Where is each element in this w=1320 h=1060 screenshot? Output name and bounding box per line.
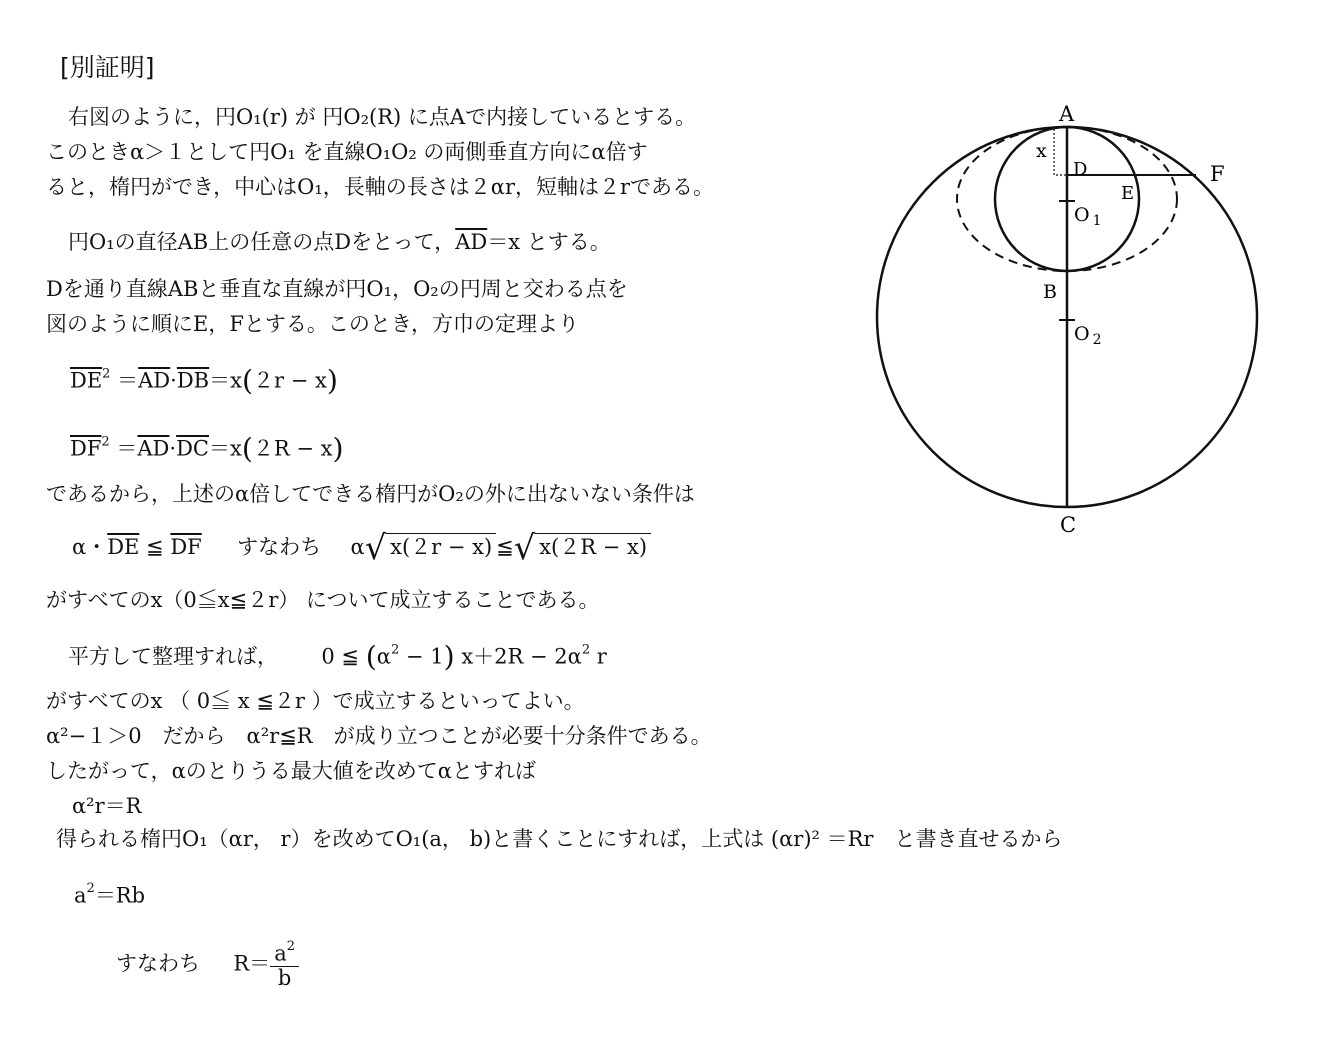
- denominator: b: [277, 965, 292, 990]
- inner-expr: ２R − x: [252, 436, 333, 461]
- dot: ·: [169, 436, 177, 461]
- label-d: D: [1073, 159, 1088, 180]
- squared-line: 平方して整理すれば， 0 ≦ $(\alpha^2 - 1) x+2R - 2\alpha^2$ r: [68, 640, 607, 673]
- a: a: [74, 883, 87, 908]
- numerator: a: [274, 941, 287, 966]
- final-equation: [116, 940, 299, 990]
- label-a: A: [1059, 102, 1075, 126]
- leq-sign: ≦: [146, 534, 164, 559]
- label-o1-sub: 1: [1092, 213, 1102, 229]
- rest2: r: [596, 644, 607, 669]
- sqrt-2-body: x(２R − x): [535, 533, 651, 559]
- line-rewrite: 得られる楕円O₁（αr， r）を改めてO₁(a， b)と書くことにすれば，上式は (αr)² ＝Rr と書き直せるから: [56, 827, 1063, 851]
- square-exponent: 2: [101, 434, 110, 450]
- alpha: α: [376, 644, 391, 669]
- segment-ad: $\overline{AD}$: [138, 368, 171, 393]
- segment-ad: $\overline{AD}$: [137, 436, 170, 461]
- label-b: B: [1043, 281, 1057, 303]
- para2-line1: [68, 231, 611, 254]
- sq: 2: [390, 642, 400, 658]
- line-all-x: がすべてのx（0≦x≦２r） について成立することである。: [46, 588, 600, 612]
- rhs: ＝x: [209, 436, 242, 461]
- rest1: x＋2R − 2α: [461, 644, 582, 669]
- rest: ＝Rb: [94, 883, 146, 908]
- sunawachi-text: すなわち: [237, 534, 322, 559]
- line-all-x-2: がすべてのx （ 0≦ x ≦２r ）で成立するといってよい。: [46, 689, 585, 713]
- para2-prefix: 円O₁の直径AB上の任意の点Dをとって，: [68, 230, 456, 254]
- line-condition: α²−１＞0 だから α²r≦R が成り立つことが必要十分条件である。: [46, 724, 712, 748]
- segment-db: $\overline{DB}$: [176, 368, 210, 393]
- segment-ad: $\overline{AD}$: [455, 230, 488, 254]
- minus-one: − 1: [405, 644, 444, 669]
- segment-de: $\overline{DE}$: [107, 534, 140, 559]
- sqrt-2: √ x(２R − x): [514, 530, 651, 567]
- equals-sign: ＝: [117, 368, 139, 393]
- dot: ·: [170, 368, 177, 393]
- inequality: [72, 530, 651, 567]
- eq-ab: [74, 882, 145, 908]
- label-x: x: [1036, 140, 1047, 162]
- sq: 2: [86, 881, 95, 896]
- para2-suffix: ＝x とする。: [487, 230, 611, 254]
- label-c: C: [1060, 513, 1077, 537]
- equals-sign: ＝: [116, 436, 138, 461]
- para1-line2: このときα＞１として円O₁ を直線O₁O₂ の両側垂直方向にα倍す: [46, 140, 648, 164]
- expr-a: 0 ≦: [321, 644, 360, 669]
- label-o2: [1074, 323, 1102, 348]
- segment-dc: $\overline{DC}$: [176, 436, 209, 461]
- geometry-diagram: [860, 95, 1280, 555]
- label-o2-sub: 2: [1092, 332, 1102, 348]
- page-title: [別証明]: [60, 53, 155, 82]
- rhs: ＝x: [209, 368, 242, 393]
- alpha-dot: α・: [72, 534, 108, 559]
- lhs: R＝: [233, 951, 271, 976]
- alpha-symbol: α: [350, 534, 365, 559]
- sunawachi-text: すなわち: [116, 951, 200, 976]
- eq-max: α²r＝R: [72, 794, 142, 818]
- para1-line3: ると，楕円ができ，中心はO₁，長軸の長さは２αr，短軸は２rである。: [46, 175, 715, 199]
- fraction: [270, 940, 299, 990]
- label-o1-text: O: [1074, 204, 1090, 226]
- para2-line3: 図のように順にE，Fとする。このとき，方巾の定理より: [46, 312, 580, 336]
- segment-de: $\overline{DE}$: [70, 368, 103, 393]
- line-max: したがって，αのとりうる最大値を改めてαとすれば: [46, 759, 536, 783]
- label-e: E: [1121, 183, 1135, 204]
- equation-df: $\overline{DF}^2 =\overline{AD}\cdot\overline{DC}=x(2R - x)$: [70, 432, 344, 465]
- equation-de: $\overline{DE}^2 =\overline{AD}\cdot\overline{DB}=x(2r - x)$: [70, 364, 338, 397]
- segment-df: $\overline{DF}$: [170, 534, 202, 559]
- para3-line1: であるから，上述のα倍してできる楕円がO₂の外に出ないない条件は: [46, 482, 695, 506]
- sqrt-1: √ x(２r − x): [365, 530, 496, 567]
- square-exponent: 2: [102, 366, 111, 382]
- sq: 2: [286, 939, 295, 954]
- label-o2-text: O: [1074, 323, 1090, 345]
- inner-expr: ２r − x: [253, 368, 327, 393]
- sqrt-1-body: x(２r − x): [386, 533, 496, 559]
- label-f: F: [1210, 162, 1225, 186]
- squared-prefix: 平方して整理すれば，: [68, 644, 278, 669]
- sq2: 2: [581, 642, 591, 658]
- segment-df: $\overline{DF}$: [70, 436, 102, 461]
- para1-line1: 右図のように，円O₁(r) が 円O₂(R) に点Aで内接しているとする。: [68, 105, 697, 129]
- label-o1: [1074, 204, 1102, 229]
- x-bracket: [1054, 129, 1067, 175]
- para2-line2: Dを通り直線ABと垂直な直線が円O₁，O₂の円周と交わる点を: [46, 277, 628, 301]
- leq-sign-2: ≦: [496, 534, 514, 559]
